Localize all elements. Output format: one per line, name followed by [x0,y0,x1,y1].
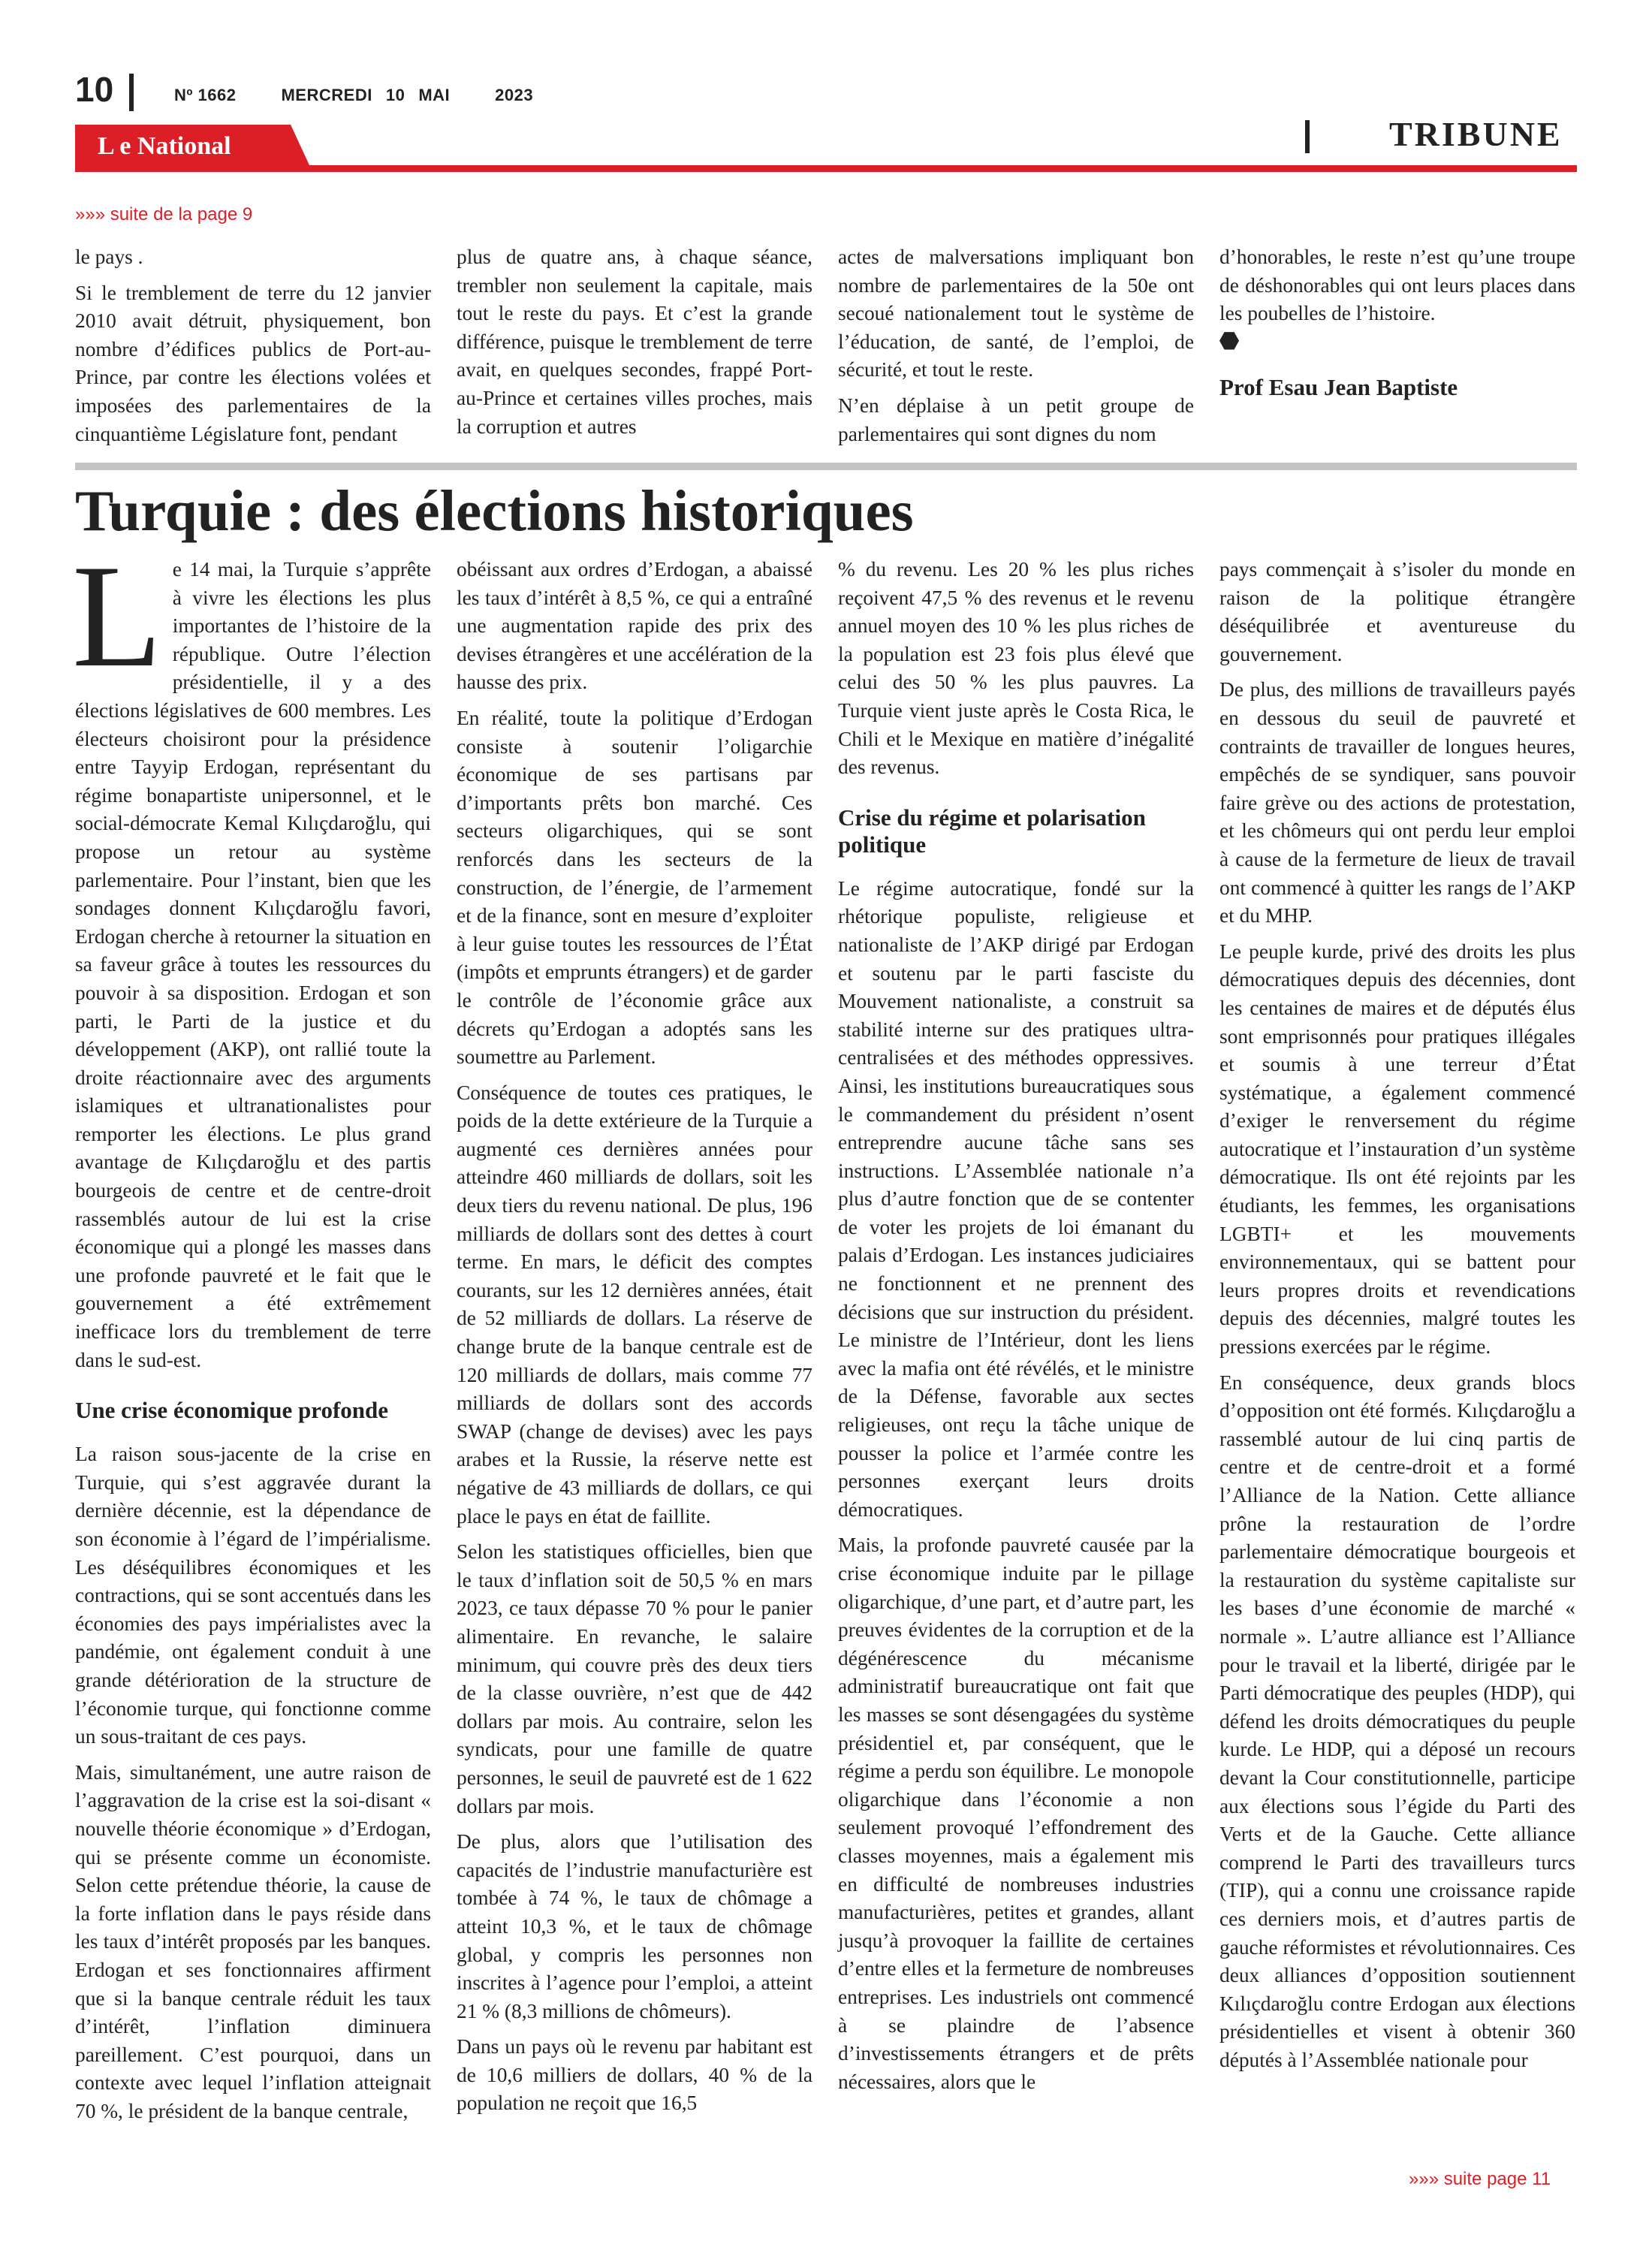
article-paragraph: Dans un pays où le revenu par habitant est de 10,6 milliers de dollars, 40 % de la population ne reçoit que 16,5 [457,2035,812,2115]
article-column-4 [1219,556,1575,2082]
drop-cap: L [72,535,162,698]
article-paragraph: pays commençait à s’isoler du monde en raison de la politique étrangère déséquilibrée et aventureuse du gouvernement. [1219,558,1575,665]
prev-column-4 [1219,243,1575,401]
end-mark-icon [1219,331,1239,351]
prev-paragraph: N’en déplaise à un petit groupe de parlementaires qui sont dignes du nom [838,394,1194,445]
page-number: 10 [75,70,114,109]
article-paragraph: Mais, simultanément, une autre raison de l’aggravation de la crise est la soi-disant « nouvelle théorie économique » d’Erdogan, qui se présente comme un économiste. Selon cette prétendue théorie, la cause de la forte inflation dans le pays réside dans les taux d’intérêt proposés par les banques. Erdogan et ses fonctionnaires affirment que si la banque centrale réduit les taux d’intérêt, l’inflation diminuera pareillement. C’est pourquoi, dans un contexte avec lequel l’inflation atteignait 70 %, le président de la banque centrale, [75,1760,431,2122]
issue-year: 2023 [495,86,534,104]
prev-paragraph: actes de malversations impliquant bon nombre de parlementaires de la 50e ont secoué nationalement tout le système de l’éducation, de santé, de l’emploi, de sécurité, et tout le reste. [838,246,1194,382]
page-number-divider [129,74,134,111]
continued-from: »»» suite de la page 9 [75,204,253,225]
article-paragraph: Selon les statistiques officielles, bien que le taux d’inflation soit de 50,5 % en mars 2023, ce taux dépasse 70 % pour le panier alimentaire. En revanche, le salaire minimum, qui couvre près des deux tiers de la classe ouvrière, n’est que de 442 dollars par mois. Au contraire, selon les syndicats, pour une famille de quatre personnes, le seuil de pauvreté est de 1 622 dollars par mois. [457,1540,812,1817]
article-paragraph: En conséquence, deux grands blocs d’opposition ont été formés. Kılıçdaroğlu a rassemblé autour de lui cinq partis de centre et de centre-droit et a formé l’Alliance de la Nation. Cette alliance prône la restauration de l’ordre parlementaire démocratique bourgeois et la restauration du système capitaliste sur les bases d’une économie de marché « normale ». L’autre alliance est l’Alliance pour le travail et la liberté, dirigée par le Parti démocratique des peuples (HDP), qui défend les droits démocratiques du peuple kurde. Le HDP, qui a déposé un recours devant la Cour constitutionnelle, participe aux élections sous l’égide du Parti des Verts et de la Gauche. Cette alliance comprend le Parti des travailleurs turcs (TIP), qui a connu une croissance rapide ces derniers mois, et d’autres partis de gauche réformistes et révolutionnaires. Ces deux alliances d’opposition soutiennent Kılıçdaroğlu contre Erdogan aux élections présidentielles et visent à obtenir 360 députés à l’Assemblée nationale pour [1219,1371,1575,2071]
header-rule [75,165,1577,172]
article-paragraph: La raison sous-jacente de la crise en Turquie, qui s’est aggravée durant la dernière décennie, est la dépendance de son économie à l’égard de l’impérialisme. Les déséquilibres économiques et les contractions, qui se sont accentués dans les économies des pays impérialistes avec la pandémie, ont également conduit à une grande détérioration de la structure de l’économie turque, qui fonctionne comme un sous-traitant de ces pays. [75,1443,431,1748]
prev-paragraph: Si le tremblement de terre du 12 janvier 2010 avait détruit, physiquement, bon nombre d’édifices publics de Port-au-Prince, par contre les élections volées et imposées des parlementaires de la cinquantième Législature font, pendant [75,281,431,445]
article-paragraph: Mais, la profonde pauvreté causée par la crise économique induite par le pillage oligarchique, d’une part, et d’autre part, les preuves évidentes de la corruption et de la dégénérescence du mécanisme administratif bureaucratique ont fait que les masses se sont désengagées du système présidentiel et, par conséquent, que le régime a perdu son équilibre. Le monopole oligarchique dans l’économie a non seulement provoqué l’effondrement des classes moyennes, mais a également mis en difficulté de nombreuses industries manufacturières, petites et grandes, allant jusqu’à provoquer la faillite de certaines d’entre elles et la fermeture de nombreuses entreprises. Les industriels ont commencé à se plaindre de l’absence d’investissements étrangers et de prêts nécessaires, alors que le [838,1534,1194,2093]
continued-on: »»» suite page 11 [1409,2169,1551,2189]
author-signature: Prof Esau Jean Baptiste [1219,373,1458,400]
section-divider [1305,120,1310,153]
lead-paragraph [72,535,431,1374]
article-paragraph: De plus, alors que l’utilisation des capacités de l’industrie manufacturière est tombée à 74 %, le taux de chômage a atteint 10,3 %, et le taux de chômage global, y compris les personnes non inscrites à l’agence pour l’emploi, a atteint 21 % (8,3 millions de chômeurs). [457,1830,812,2022]
article-paragraph: En réalité, toute la politique d’Erdogan consiste à soutenir l’oligarchie économique de ses partisans par d’importants prêts bon marché. Ces secteurs oligarchiques, qui se sont renforcés dans les secteurs de la construction, de l’énergie, de l’armement et de la finance, sont en mesure d’exploiter à leur guise toutes les ressources de l’État (impôts et emprunts étrangers) et de garder le contrôle de l’économie grâce aux décrets qu’Erdogan a adoptés sans les soumettre au Parlement. [457,706,812,1069]
prev-paragraph: d’honorables, le reste n’est qu’une troupe de déshonorables qui ont leurs places dans les poubelles de l’histoire. [1219,246,1575,325]
prev-column-1 [75,243,431,448]
prev-paragraph: plus de quatre ans, à chaque séance, trembler non seulement la capitale, mais tout le reste du pays. Et c’est la grande différence, puisque le tremblement de terre avait, en quelques secondes, frappé Port-au-Prince et certaines villes proches, mais la corruption et autres [457,246,812,438]
section-title: TRIBUNE [1389,115,1563,153]
issue-number: Nº 1662 [174,86,237,104]
article-paragraph: obéissant aux ordres d’Erdogan, a abaissé les taux d’intérêt à 8,5 %, ce qui a entraîné une augmentation rapide des prix des devises étrangères et une accélération de la hausse des prix. [457,558,812,694]
issue-weekday: MERCREDI [281,86,372,104]
issue-line [174,86,547,105]
article-separator [75,463,1577,470]
prev-column-2 [457,243,812,441]
subheading: Une crise économique profonde [75,1397,389,1424]
prev-paragraph: le pays . [75,246,143,268]
article-paragraph: De plus, des millions de travailleurs payés en dessous du seuil de pauvreté et contraints de travailler de longues heures, empêchés de se syndiquer, sans pouvoir faire grève ou des actions de protestation, et les chômeurs qui ont perdu leur emploi à cause de la fermeture de lieux de travail ont commencé à quitter les rangs de l’AKP et du MHP. [1219,678,1575,927]
article-column-2 [457,556,812,2125]
article-paragraph: Conséquence de toutes ces pratiques, le poids de la dette extérieure de la Turquie a augmenté ces dernières années pour atteindre 460 milliards de dollars, soit les deux tiers du revenu national. De plus, 196 milliards de dollars sont des dettes à court terme. En mars, le déficit des comptes courants, sur les 12 dernières années, était de 52 milliards de dollars. La réserve de change brute de la banque centrale est de 120 milliards de dollars, mais comme 77 milliards de dollars sont des accords SWAP (change de devises) avec les pays arabes et la Russie, la réserve nette est négative de 43 milliards de dollars, ce qui place le pays en état de faillite. [457,1081,812,1528]
article-column-3 [838,556,1194,2104]
article-paragraph: Le peuple kurde, privé des droits les plus démocratiques depuis des décennies, dont les centaines de maires et de députés élus sont emprisonnés pour pratiques illégales et soumis à une terreur d’État systématique, a également commencé d’exiger le renversement du régime autocratique et l’instauration d’un système démocratique. Ils ont été rejoints par les étudiants, les femmes, les organisations LGBTI+ et les mouvements environnementaux, qui se battent pour leurs propres droits et revendications depuis des décennies, malgré toutes les pressions exercées par le régime. [1219,940,1575,1359]
issue-day: 10 [385,86,405,104]
issue-month: MAI [418,86,451,104]
article-paragraph: Le régime autocratique, fondé sur la rhétorique populiste, religieuse et nationaliste de l’AKP dirigé par Erdogan et soutenu par le parti fasciste du Mouvement nationaliste, a construit sa stabilité interne sur des pratiques ultra-centralisées et des méthodes oppressives. Ainsi, les institutions bureaucratiques sous le commandement du président n’osent entreprendre aucune tâche sans ses instructions. L’Assemblée nationale n’a plus d’autre fonction que de se contenter de voter les projets de loi émanant du palais d’Erdogan. Les instances judiciaires ne fonctionnent et ne prennent des décisions que sur instruction du président. Le ministre de l’Intérieur, dont les liens avec la mafia ont été révélés, et le ministre de la Défense, favorable aux sectes religieuses, ont reçu la tâche unique de pousser la police et l’armée contre les personnes exerçant leurs droits démocratiques. [838,876,1194,1521]
brand-logo: L e National [98,132,231,160]
article-paragraph: % du revenu. Les 20 % les plus riches reçoivent 47,5 % des revenus et le revenu annuel moyen des 10 % les plus riches de la population est 23 fois plus élevé que celui des 50 % les plus pauvres. La Turquie vient juste après le Costa Rica, le Chili et le Mexique en matière d’inégalité des revenus. [838,558,1194,779]
lead-text: e 14 mai, la Turquie s’apprête à vivre les élections les plus importantes de l’histoire de la république. Outre l’élection présidentielle, il y a des élections législatives de 600 membres. Les électeurs choisiront pour la présidence entre Tayyip Erdogan, représentant du régime bonapartiste unipersonnel, et le social-démocrate Kemal Kılıçdaroğlu, qui propose un retour au système parlementaire. Pour l’instant, bien que les sondages donnent Kılıçdaroğlu favori, Erdogan cherche à retourner la situation en sa faveur grâce à toutes les ressources du pouvoir à sa disposition. Erdogan et son parti, le Parti de la justice et du développement (AKP), ont rallié toute la droite réactionnaire avec des arguments islamiques et ultranationalistes pour remporter les élections. Le plus grand avantage de Kılıçdaroğlu et des partis bourgeois de centre et de centre-droit rassemblés autour de lui est la crise économique qui a plongé les masses dans une profonde pauvreté et le fait que le gouvernement a été extrêmement inefficace lors du tremblement de terre dans le sud-est. [75,558,431,1371]
article-column-1 [72,535,431,2133]
prev-column-3 [838,243,1194,448]
subheading: Crise du régime et polarisation politique [838,804,1146,858]
article-title: Turquie : des élections historiques [75,478,914,543]
